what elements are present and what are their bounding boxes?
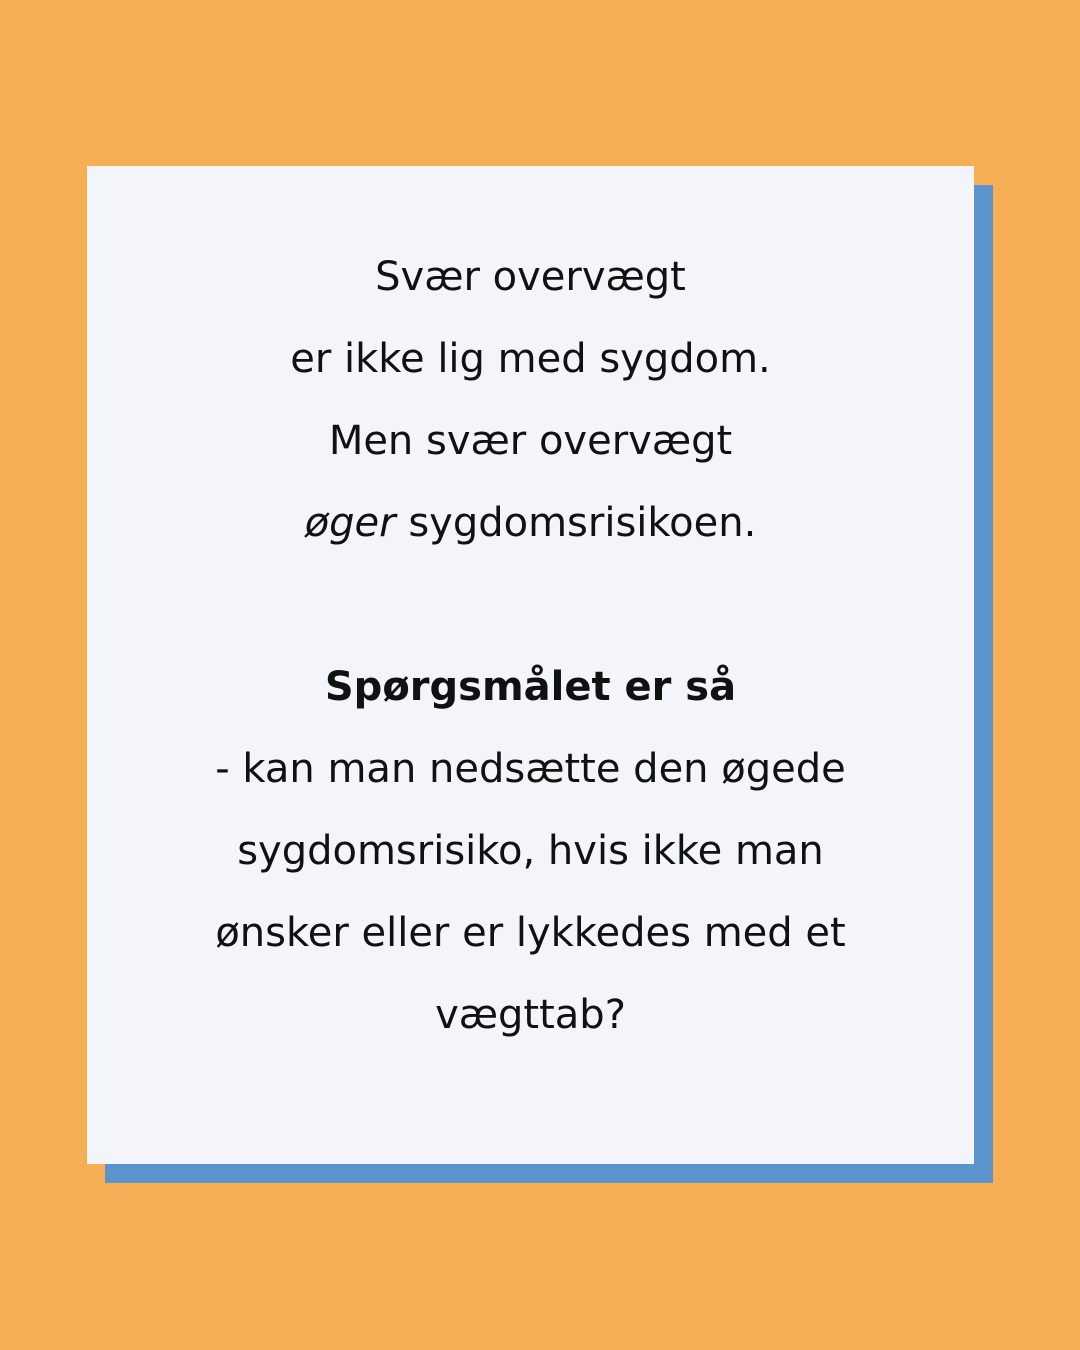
question-line-2: sygdomsrisiko, hvis ikke man xyxy=(237,828,824,874)
question-line-1: - kan man nedsætte den øgede xyxy=(215,746,846,792)
emphasis-word: øger xyxy=(304,500,396,546)
statement-line-4-rest: sygdomsrisikoen. xyxy=(395,500,757,546)
statement-line-3: Men svær overvægt xyxy=(328,418,733,464)
statement-line-1: Svær overvægt xyxy=(375,254,686,300)
statement-line-4 xyxy=(87,482,974,564)
question-block xyxy=(87,646,974,1056)
question-line-4: vægttab? xyxy=(435,992,626,1038)
text-card xyxy=(87,166,974,1164)
statement-block xyxy=(87,236,974,564)
statement-line-2: er ikke lig med sygdom. xyxy=(290,336,771,382)
question-heading: Spørgsmålet er så xyxy=(324,664,737,710)
question-line-3: ønsker eller er lykkedes med et xyxy=(215,910,846,956)
